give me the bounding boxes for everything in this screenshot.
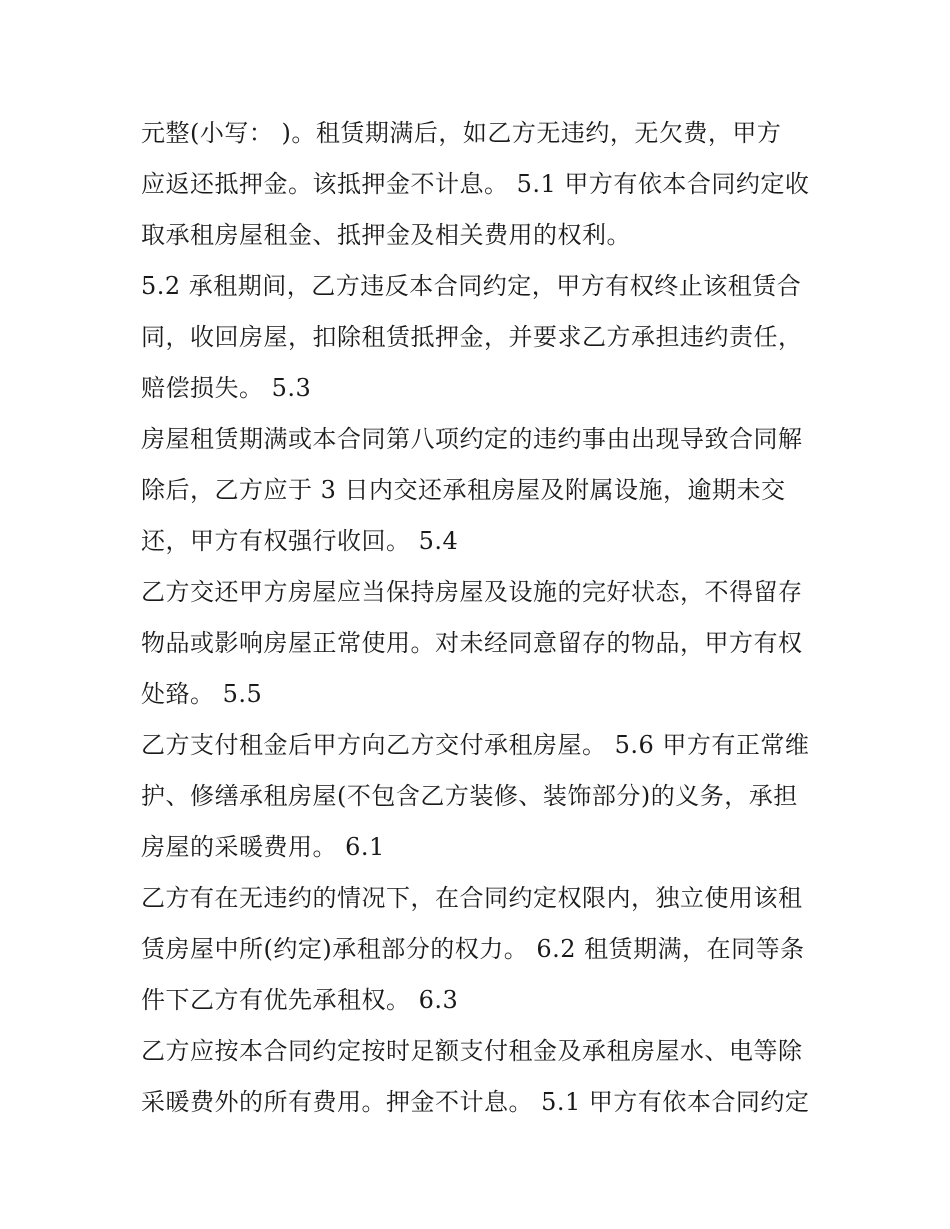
text-line: 房屋租赁期满或本合同第八项约定的违约事由出现导致合同解 <box>141 425 803 453</box>
text-line: 物品或影响房屋正常使用。对未经同意留存的物品，甲方有权 <box>141 629 803 657</box>
text-line: 采暖费外的所有费用。押金不计息。 5.1 甲方有依本合同约定 <box>141 1088 810 1116</box>
text-line: 5.2 承租期间，乙方违反本合同约定，甲方有权终止该租赁合 <box>141 272 802 300</box>
text-line: 房屋的采暖费用。 6.1 <box>141 833 385 861</box>
text-line: 乙方应按本合同约定按时足额支付租金及承租房屋水、电等除 <box>141 1037 803 1065</box>
text-line: 护、修缮承租房屋(不包含乙方装修、装饰部分)的义务，承担 <box>141 782 798 810</box>
text-line: 同，收回房屋，扣除租赁抵押金，并要求乙方承担违约责任， <box>141 323 803 351</box>
text-line: 除后，乙方应于 3 日内交还承租房屋及附属设施，逾期未交 <box>141 476 786 504</box>
text-line: 元整(小写： )。租赁期满后，如乙方无违约，无欠费，甲方 <box>141 119 782 147</box>
text-line: 件下乙方有优先承租权。 6.3 <box>141 986 459 1014</box>
text-line: 乙方交还甲方房屋应当保持房屋及设施的完好状态，不得留存 <box>141 578 803 606</box>
text-line: 处臵。 5.5 <box>141 680 263 708</box>
contract-text <box>141 108 821 1128</box>
text-line: 赁房屋中所(约定)承租部分的权力。 6.2 租赁期满，在同等条 <box>141 935 805 963</box>
text-line: 应返还抵押金。该抵押金不计息。 5.1 甲方有依本合同约定收 <box>141 170 810 198</box>
text-line: 取承租房屋租金、抵押金及相关费用的权利。 <box>141 221 631 249</box>
text-line: 乙方有在无违约的情况下，在合同约定权限内，独立使用该租 <box>141 884 803 912</box>
text-line: 还，甲方有权强行收回。 5.4 <box>141 527 459 555</box>
text-line: 赔偿损失。 5.3 <box>141 374 312 402</box>
text-line: 乙方支付租金后甲方向乙方交付承租房屋。 5.6 甲方有正常维 <box>141 731 810 759</box>
